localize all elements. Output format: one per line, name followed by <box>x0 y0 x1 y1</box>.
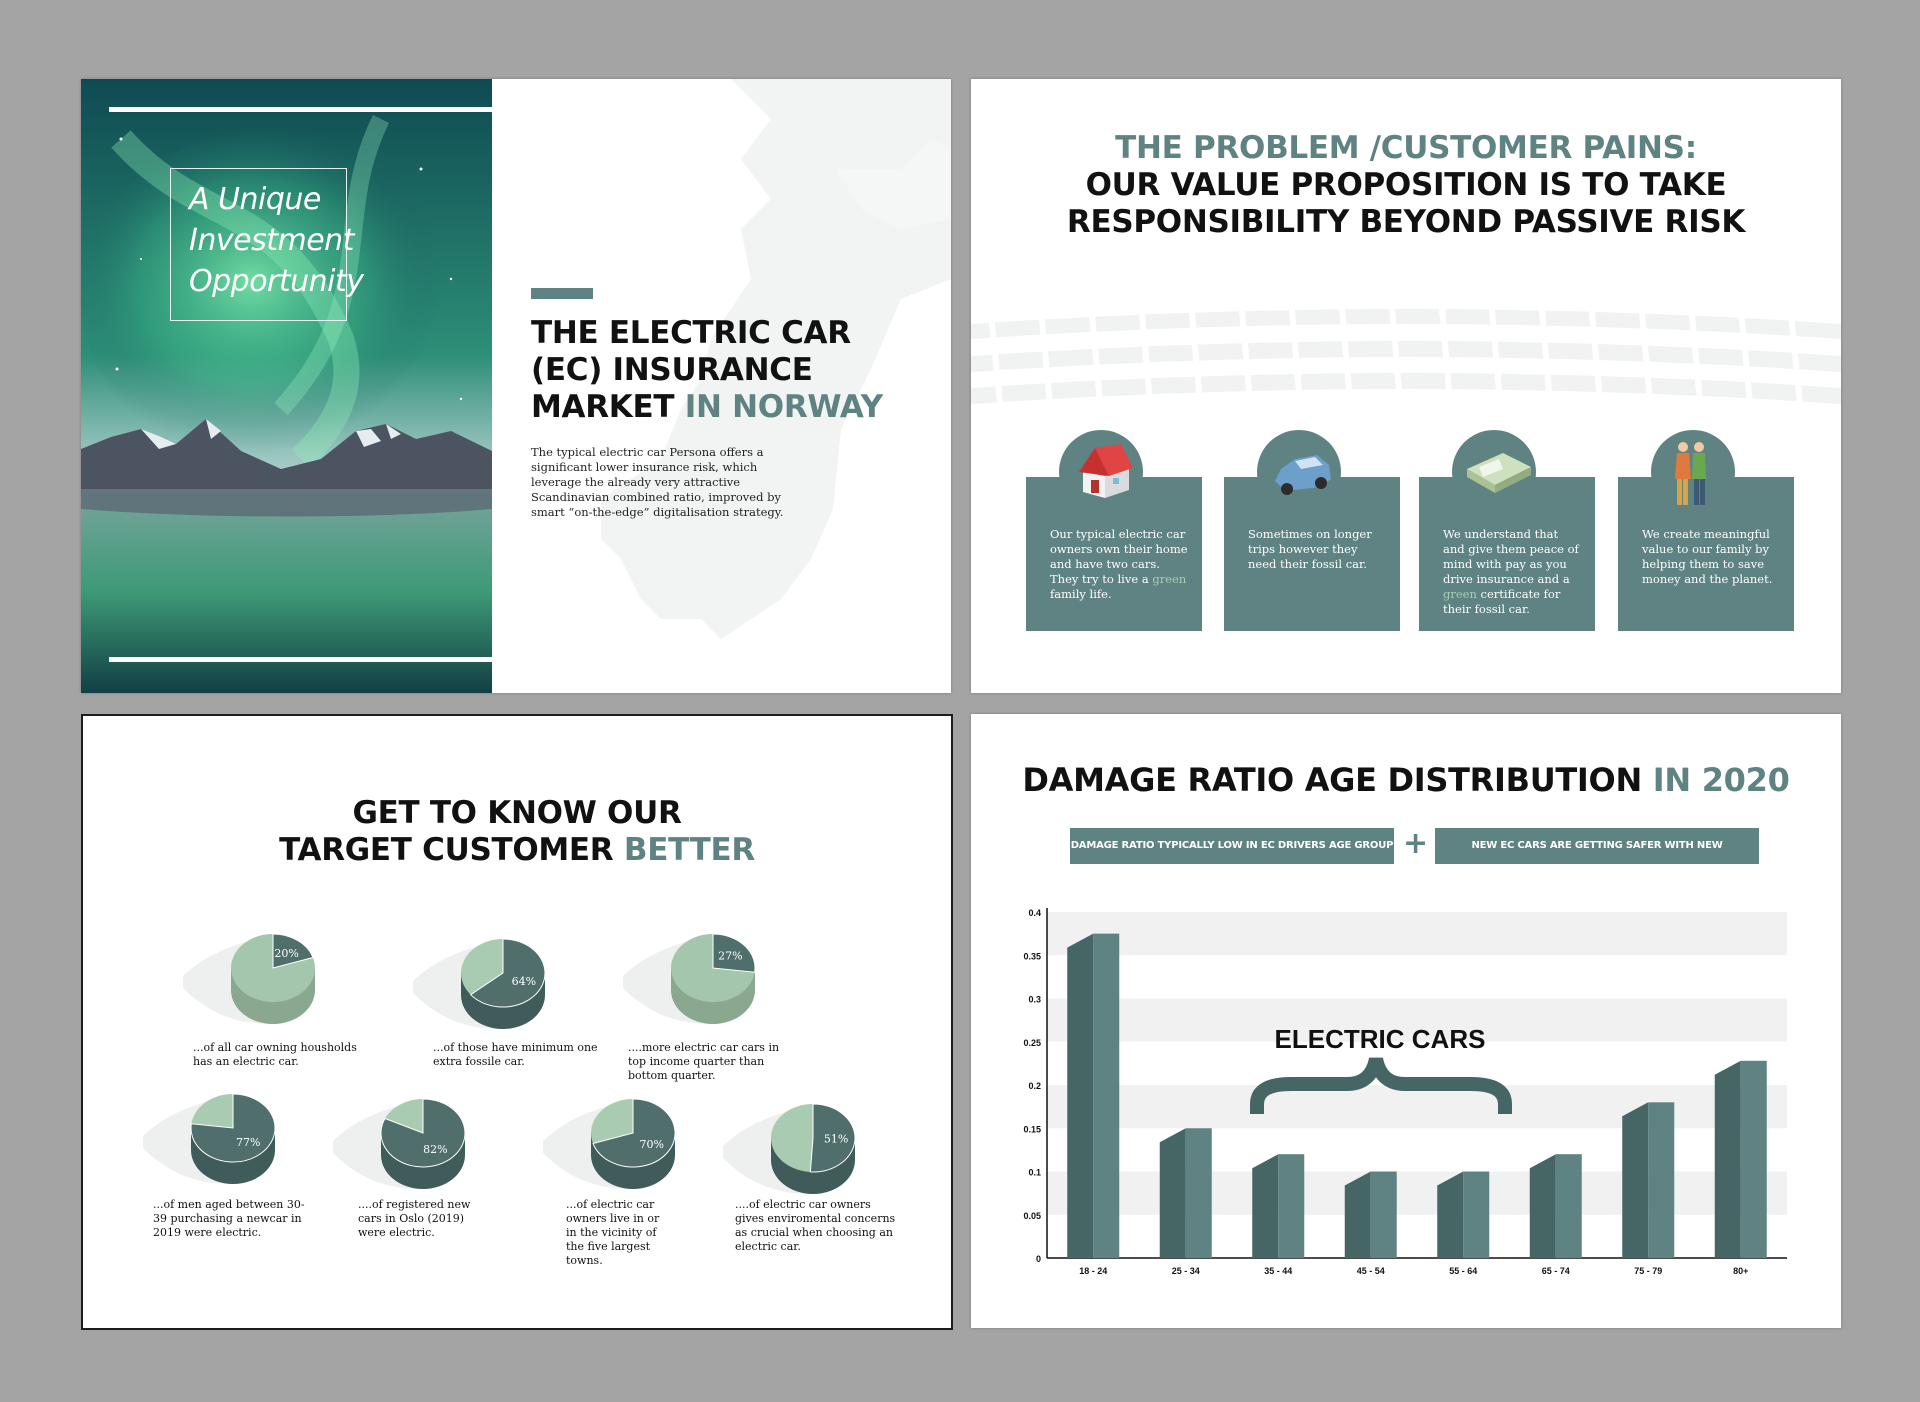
pie-value-label: 82% <box>423 1142 448 1156</box>
y-tick-label: 0.4 <box>1028 908 1041 918</box>
pie-caption: ....more electric car cars in top income quarter than bottom quarter. <box>628 1041 780 1082</box>
bar-left-face <box>1067 934 1093 1258</box>
title-line-2: TARGET CUSTOMER BETTER <box>279 832 755 868</box>
pie-chart <box>723 1096 873 1206</box>
grid-band <box>1047 912 1787 955</box>
heading-line-1: THE PROBLEM /CUSTOMER PAINS: <box>1115 130 1697 166</box>
tire-track-decoration <box>971 294 1841 414</box>
slide-title <box>531 315 931 426</box>
pie-chart <box>143 1086 293 1196</box>
bar-left-face <box>1345 1172 1371 1259</box>
x-tick-label: 18 - 24 <box>1079 1266 1108 1276</box>
bar-left-face <box>1252 1154 1278 1258</box>
slide-target-customer[interactable] <box>81 714 953 1330</box>
x-tick-label: 55 - 64 <box>1449 1266 1478 1276</box>
money-icon <box>1463 447 1533 497</box>
bar-front-face <box>1093 934 1119 1258</box>
x-tick-label: 45 - 54 <box>1356 1266 1385 1276</box>
pie-value-label: 77% <box>236 1136 261 1150</box>
card-text: Sometimes on longer trips however they need their fossil car. <box>1248 527 1372 571</box>
y-tick-label: 0 <box>1035 1254 1041 1264</box>
bar-front-face <box>1278 1154 1304 1258</box>
bar-left-face <box>1437 1172 1463 1259</box>
house-icon <box>1075 442 1135 502</box>
x-tick-label: 65 - 74 <box>1541 1266 1570 1276</box>
plus-sign: + <box>1403 826 1429 861</box>
bar-front-face <box>1463 1172 1489 1259</box>
slide-damage-ratio[interactable] <box>971 714 1841 1328</box>
bar-front-face <box>1556 1154 1582 1258</box>
pie-value-label: 64% <box>511 974 537 988</box>
slide-customer-pains[interactable] <box>971 79 1841 693</box>
slide-title: DAMAGE RATIO AGE DISTRIBUTION IN 2020 <box>1022 761 1790 799</box>
pie-value-label: 27% <box>718 949 743 963</box>
insight-tag-left: DAMAGE RATIO TYPICALLY LOW IN EC DRIVERS AGE GROUP <box>1070 828 1394 864</box>
y-tick-label: 0.1 <box>1028 1167 1041 1178</box>
box-title-text: A Unique Investment Opportunity <box>189 182 364 299</box>
bar-front-face <box>1741 1061 1767 1258</box>
title-line-1: GET TO KNOW OUR <box>352 795 682 831</box>
card-text: We create meaningful value to our family by helping them to save money and the planet. <box>1642 527 1773 586</box>
heading-line-3: RESPONSIBILITY BEYOND PASSIVE RISK <box>1066 204 1746 240</box>
pie-value-label: 20% <box>274 946 299 960</box>
pie-caption: ...of electric car owners live in or in the vicinity of the five largest towns. <box>566 1198 660 1267</box>
bar-front-face <box>1186 1128 1212 1258</box>
pie-chart <box>413 931 563 1041</box>
title-accent: IN NORWAY <box>684 389 883 425</box>
bar-left-face <box>1530 1154 1556 1258</box>
pie-caption: ...of those have minimum one extra fossile car. <box>433 1041 598 1068</box>
x-tick-label: 35 - 44 <box>1264 1266 1293 1276</box>
grid-band <box>1047 1172 1787 1215</box>
y-tick-label: 0.15 <box>1023 1124 1041 1135</box>
card-text: Our typical electric car owners own their home and have two cars. They try to live a green family life. <box>1050 527 1188 601</box>
pie-caption: ....of electric car owners gives enviromental concerns as crucial when choosing an electric car. <box>735 1198 896 1253</box>
pie-value-label: 70% <box>639 1137 664 1151</box>
pie-chart <box>183 926 333 1036</box>
car-icon <box>1271 449 1335 499</box>
pain-card-insurance <box>1419 477 1595 631</box>
pie-value-label: 51% <box>823 1132 849 1146</box>
heading-line-2: OUR VALUE PROPOSITION IS TO TAKE <box>1085 167 1727 203</box>
y-tick-label: 0.3 <box>1028 994 1041 1005</box>
card-text: We understand that and give them peace of mind with pay as you drive insurance and a green certificate for their fossil car. <box>1443 527 1579 616</box>
grid-band <box>1047 1085 1787 1128</box>
title-box <box>170 168 364 321</box>
slide-title <box>83 795 951 869</box>
title-main: THE ELECTRIC CAR (EC) INSURANCE MARKET <box>531 315 851 425</box>
top-rule <box>109 107 492 112</box>
bar-front-face <box>1371 1172 1397 1259</box>
y-tick-label: 0.25 <box>1023 1037 1041 1048</box>
y-tick-label: 0.2 <box>1028 1081 1041 1091</box>
insight-tag-right: NEW EC CARS ARE GETTING SAFER WITH NEW TECHNOLOGY <box>1435 828 1759 864</box>
bar-left-face <box>1622 1102 1648 1258</box>
bottom-rule <box>109 657 492 662</box>
x-tick-label: 80+ <box>1733 1266 1749 1276</box>
pie-chart <box>333 1091 483 1201</box>
bar-front-face <box>1648 1102 1674 1258</box>
title-accent-bar <box>531 288 593 299</box>
x-tick-label: 75 - 79 <box>1634 1266 1663 1276</box>
electric-cars-annotation: ELECTRIC CARS <box>1274 1024 1486 1054</box>
bar-left-face <box>1160 1128 1186 1258</box>
damage-ratio-bar-chart <box>971 714 1841 1328</box>
intro-paragraph: The typical electric car Persona offers a significant lower insurance risk, which leverage the already very attractive Scandinavian combined ratio, improved by smart “on-the-edge” digitalisation strategy. <box>531 445 784 519</box>
family-icon <box>1671 439 1711 509</box>
slide-investment-opportunity[interactable] <box>81 79 951 693</box>
pie-caption: ....of registered new cars in Oslo (2019) were electric. <box>358 1198 471 1239</box>
pie-chart <box>623 926 773 1036</box>
pie-caption: ...of men aged between 30-39 purchasing a newcar in 2019 were electric. <box>153 1198 305 1239</box>
pain-card-car <box>1224 477 1400 631</box>
y-tick-label: 0.05 <box>1023 1210 1041 1221</box>
pie-caption: ...of all car owning housholds has an electric car. <box>193 1041 357 1068</box>
y-tick-label: 0.35 <box>1023 951 1041 962</box>
pie-chart <box>543 1091 693 1201</box>
x-tick-label: 25 - 34 <box>1171 1266 1200 1276</box>
bar-left-face <box>1715 1061 1741 1258</box>
